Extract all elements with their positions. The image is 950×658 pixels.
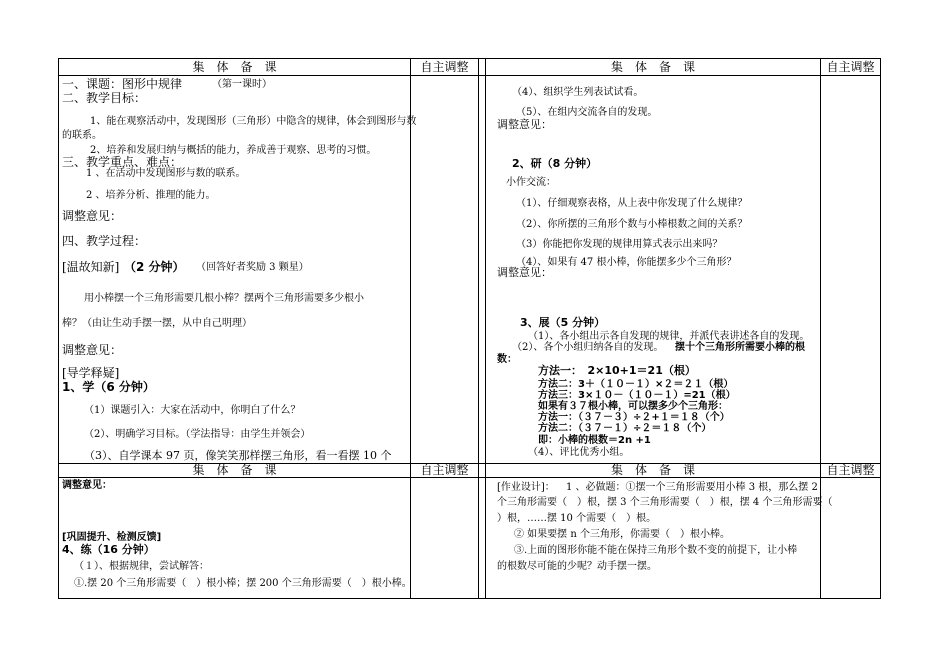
consolidate-section-label: [巩固提升、检测反馈] <box>62 532 162 543</box>
method-one-ten: 方法一： 2×10+1＝21（根） <box>538 364 696 377</box>
practice-instruction: （１）、根据规律，尝试解答： <box>74 561 209 572</box>
homework-question-2: ② 如果要摆 n 个三角形，你需要（ ）根小棒。 <box>514 529 730 540</box>
review-question-line-2: 棒？（由让生动手摆一摆，从中自己明理） <box>62 318 252 329</box>
learn-item-1: （1）课题引入：大家在活动中，你明白了什么？ <box>84 405 301 416</box>
lesson-topic: 一、课题：图形中规律 <box>62 77 183 91</box>
divider-right-adjust <box>820 58 821 599</box>
practice-question-1: ①.摆 20 个三角形需要（ ）根小棒；摆 200 个三角形需要（ ）根小棒。 <box>74 578 412 589</box>
method-two-thirty-seven: 方法二：（３７－１）÷２＝１８（个） <box>538 423 712 434</box>
step-show-heading: 3、展（5 分钟） <box>520 316 606 329</box>
show-item-1: （1）、各小组出示各自发现的规律，并派代表讲述各自的发现。 <box>528 331 810 342</box>
goal-2: 2、培养和发展归纳与概括的能力，养成善于观察、思考的习惯。 <box>90 145 377 156</box>
show-item-2: （2）、各个小组归纳各自的发现。 <box>512 342 664 353</box>
header-collective-prep-bottom-right: 集 体 备 课 <box>610 463 695 477</box>
divider-left-adjust <box>410 58 411 599</box>
step-learn-heading: 1、学（6 分钟） <box>62 380 155 394</box>
header-collective-prep-top-left: 集 体 备 课 <box>192 60 277 74</box>
homework-question-3-line-1: ③.上面的图形你能不能在保持三角形个数不变的前提下，让小棒 <box>514 545 798 556</box>
formula-summary: 即：小棒的根数＝2n +1 <box>538 435 651 446</box>
key-points-heading: 三、教学重点、难点： <box>62 155 183 169</box>
learn-item-2: （2）、明确学习目标。（学法指导：由学生并领会） <box>84 429 311 440</box>
adjustment-note-2: 调整意见： <box>62 343 123 357</box>
header-self-adjust-top-right: 自主调整 <box>826 60 875 74</box>
method-three-ten: 方法三：3×１０－（１０－１）=21（根） <box>538 390 736 401</box>
divider-adjust-gap-left <box>478 58 479 599</box>
divider-adjust-gap-right <box>485 58 486 599</box>
method-two-ten: 方法二：3＋（１０－１）×２＝２１（根） <box>538 379 734 390</box>
homework-question-3-line-2: 的根数尽可能的少呢？动手摆一摆。 <box>497 561 657 572</box>
border-left <box>58 58 59 599</box>
guided-learning-label: [导学释疑] <box>62 366 120 380</box>
research-item-2: （2）、你所摆的三角形个数与小棒根数之间的关系？ <box>516 219 748 230</box>
teaching-goals-heading: 二、教学目标： <box>62 91 147 105</box>
thirty-seven-question: 如果有３７根小棒，可以摆多少个三角形： <box>538 401 728 412</box>
show-item-2-bold-cont: 数： <box>497 354 517 365</box>
adjustment-note-1: 调整意见： <box>62 209 123 223</box>
show-item-2-bold: 摆十个三角形所需要小棒的根 <box>675 342 805 353</box>
table-border-bottom <box>58 598 880 599</box>
header-collective-prep-top-right: 集 体 备 课 <box>610 60 695 74</box>
lesson-period: （第一课时） <box>212 79 272 90</box>
homework-line-3: ）根，……摆 10 个需要（ ）根。 <box>497 513 657 524</box>
research-item-4: （4）、如果有 47 根小棒，你能摆多少个三角形？ <box>516 257 737 268</box>
teaching-process-heading: 四、教学过程： <box>62 234 147 248</box>
research-item-3: （3）你能把你发现的规律用算式表示出来吗？ <box>516 239 723 250</box>
header-self-adjust-bottom-left: 自主调整 <box>420 463 469 477</box>
header-self-adjust-top-left: 自主调整 <box>420 60 469 74</box>
step-research-heading: 2、研（8 分钟） <box>512 157 598 170</box>
header-collective-prep-bottom-left: 集 体 备 课 <box>192 463 277 477</box>
method-one-thirty-seven: 方法一：（３７－３）÷２+１＝１８（个） <box>538 412 730 423</box>
review-question-line-1: 用小棒摆一个三角形需要几根小棒？摆两个三角形需要多少根小 <box>84 293 364 304</box>
review-reward-note: （回答好者奖励 3 颗星） <box>196 262 309 273</box>
step-practice-heading: 4、练（16 分钟） <box>62 543 155 556</box>
organize-item-4: （4）、组织学生列表试试看。 <box>512 87 644 98</box>
review-duration: （2 分钟） <box>124 260 185 274</box>
adjustment-note-5: 调整意见： <box>62 480 112 491</box>
border-right <box>880 58 881 599</box>
review-section-label: [温故知新] <box>62 260 120 274</box>
adjustment-note-3: 调整意见： <box>497 118 552 131</box>
organize-item-5: （5）、在组内交流各自的发现。 <box>516 107 658 118</box>
adjustment-note-4: 调整意见： <box>497 266 552 279</box>
learn-item-3: （3）、自学课本 97 页，像笑笑那样摆三角形，看一看摆 10 个 <box>84 449 392 462</box>
homework-line-2: 个三角形需要（ ）根，摆 3 个三角形需要（ ）根，摆 4 个三角形需要（ <box>497 497 833 508</box>
show-item-4: （4）、评比优秀小组。 <box>528 447 630 458</box>
small-exchange-label: 小作交流： <box>506 177 556 188</box>
homework-line-1: 1 、必做题：①摆一个三角形需要用小棒 3 根，那么摆 2 <box>566 482 818 493</box>
key-point-2: 2 、培养分析、推理的能力。 <box>86 190 216 201</box>
goal-1-line-2: 的联系。 <box>62 130 102 141</box>
key-point-1: 1 、在活动中发现图形与数的联系。 <box>86 168 246 179</box>
homework-label: [作业设计]： <box>497 482 555 493</box>
header-self-adjust-bottom-right: 自主调整 <box>826 463 875 477</box>
goal-1-line-1: 1、能在观察活动中，发现图形（三角形）中隐含的规律，体会到图形与数 <box>90 116 417 127</box>
research-item-1: （1）、仔细观察表格，从上表中你发现了什么规律？ <box>516 198 748 209</box>
